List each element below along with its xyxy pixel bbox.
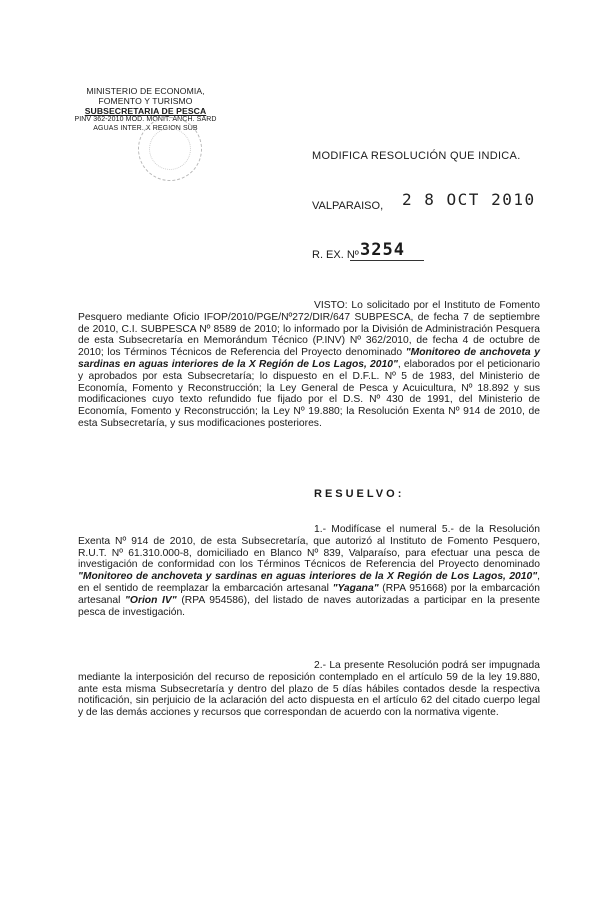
visto-text-1: VISTO: Lo solicitado por el Instituto de Fomento Pesquero mediante Oficio IFOP/2010/PGE/Nº272/DIR/647 SUBPESCA, de fecha 7 de septiembre de 2010, C.I. SUBPESCA Nº 8589 de 2010; lo informado por la División de Administración Pesquera de esta Subsecretaría en Memorándum Técnico (P.INV) Nº 362/2010, de fecha 4 de octubre de 2010; los Términos Técnicos de Referencia del Proyecto denominado — [78, 300, 540, 359]
resolution-number: 3254 — [360, 240, 405, 260]
point1-text-3: (RPA 951668) por la embarcación artesanal — [78, 582, 540, 606]
letterhead-reference-1: PINV 362-2010 MOD. MONIT. ANCH. SARD — [74, 116, 217, 123]
resolution-number-underline — [350, 260, 424, 261]
letterhead — [58, 86, 233, 133]
point1-text-1: 1.- Modifícase el numeral 5.- de la Resolución Exenta Nº 914 de 2010, de esta Subsecretaría, que autorizó al Instituto de Fomento Pesquero, R.U.T. Nº 61.310.000-8, domiciliado en Blanco Nº 839, Valparaíso, para efectuar una pesca de investigación de conformidad con los Términos Técnicos de Referencia del Proyecto denominado — [78, 524, 540, 571]
visto-paragraph — [78, 300, 540, 430]
date-stamp: 2 8 OCT 2010 — [402, 190, 536, 209]
letterhead-ministry-2: FOMENTO Y TURISMO — [98, 96, 193, 106]
visto-text-2: , elaborados por el peticionario y aprobados por esta Subsecretaría; lo dispuesto en el D.F.L. Nº 5 de 1983, del Ministerio de Economía, Fomento y Reconstrucción; la Ley General de Pesca y Acuicultura, Nº 18.892 y sus modificaciones cuyo texto refundido fue fijado por el D.S. Nº 430 de 1991, del Ministerio de Economía, Fomento y Reconstrucción; la Ley Nº 19.880; la Resolución Exenta Nº 914 de 2010, de esta Subsecretaría, y sus modificaciones posteriores. — [78, 358, 540, 429]
resolution-number-label: R. EX. Nº — [312, 249, 359, 261]
faded-seal-stamp — [138, 117, 202, 181]
letterhead-subsecretaria: SUBSECRETARIA DE PESCA — [84, 106, 207, 116]
document-subject: MODIFICA RESOLUCIÓN QUE INDICA. — [312, 150, 521, 162]
point1-project-title: "Monitoreo de anchoveta y sardinas en aguas interiores de la X Región de Los Lagos, 2010" — [78, 571, 538, 583]
resolution-point-1 — [78, 524, 540, 618]
city-label: VALPARAISO, — [312, 200, 384, 212]
point1-text-2: , en el sentido de reemplazar la embarcación artesanal — [78, 571, 540, 594]
letterhead-ministry: MINISTERIO DE ECONOMIA, — [86, 86, 205, 96]
point1-vessel-old: "Yagana" — [332, 582, 379, 594]
resuelvo-heading: RESUELVO: — [314, 488, 405, 500]
letterhead-reference-2: AGUAS INTER. X REGION SUB — [93, 124, 198, 132]
point1-text-4: (RPA 954586), del listado de naves autorizadas a participar en la presente pesca de investigación. — [78, 594, 540, 618]
point1-vessel-new: "Orion IV" — [125, 594, 177, 606]
resolution-point-2: 2.- La presente Resolución podrá ser impugnada mediante la interposición del recurso de reposición contemplado en el artículo 59 de la ley 19.880, ante esta misma Subsecretaría y dentro del plazo de 5 días hábiles contados desde la respectiva notificación, sin perjuicio de la aclaración del acto dispuesta en el artículo 62 del citado cuerpo legal y de las demás acciones y recursos que correspondan de acuerdo con la normativa vigente. — [78, 660, 540, 719]
visto-project-title: "Monitoreo de anchoveta y sardinas en aguas interiores de la X Región de Los Lagos, 2010" — [78, 347, 540, 370]
